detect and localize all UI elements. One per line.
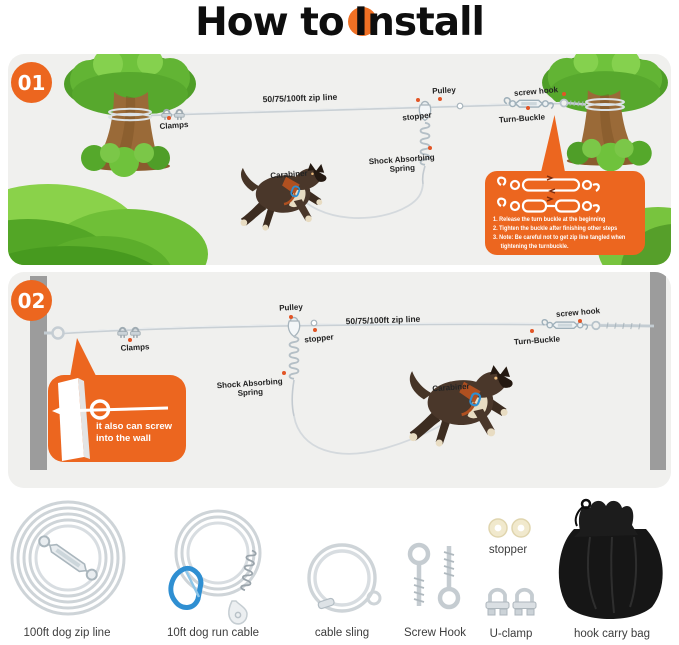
step1-turn-buckle-label: Turn-Buckle bbox=[498, 112, 546, 125]
part-label-carry-bag: hook carry bag bbox=[573, 628, 651, 640]
note-line: 2. Tighten the buckle after finishing other steps bbox=[493, 225, 618, 232]
shock-spring-icon bbox=[290, 337, 299, 379]
part-label-screw-hook: Screw Hook bbox=[404, 627, 466, 639]
step1-badge: 01 bbox=[11, 62, 52, 103]
zip-line-cable bbox=[151, 103, 565, 115]
step2-stopper-label: stopper bbox=[303, 332, 335, 345]
step1-stopper-label: stopper bbox=[401, 110, 433, 123]
step2-panel bbox=[8, 272, 671, 488]
bushes-left-icon bbox=[8, 184, 208, 265]
marker-dot bbox=[438, 97, 442, 101]
screw-hook-icon bbox=[592, 322, 654, 330]
screw-hooks-icon bbox=[402, 538, 468, 620]
wall-callout-text: it also can screw into the wall bbox=[96, 421, 173, 444]
step2-zip-line-label: 50/75/100ft zip line bbox=[345, 313, 421, 327]
step1-zip-line-label: 50/75/100ft zip line bbox=[262, 91, 338, 105]
title-part2-wrap bbox=[354, 0, 484, 45]
step2-shock-spring-label: Shock Absorbing Spring bbox=[216, 376, 283, 399]
part-label-zip-line: 100ft dog zip line bbox=[23, 627, 111, 639]
stopper-bead-icon bbox=[457, 103, 463, 109]
zip-line-coil-icon bbox=[2, 498, 134, 624]
wall-right bbox=[650, 272, 666, 470]
stoppers-icon bbox=[486, 514, 534, 542]
pulley-icon bbox=[288, 317, 299, 336]
part-label-run-cable: 10ft dog run cable bbox=[166, 627, 260, 639]
note-line: 1. Release the turn buckle at the beginning bbox=[493, 216, 606, 223]
part-label-cable-sling: cable sling bbox=[314, 627, 370, 639]
page-title bbox=[0, 0, 679, 48]
step1-carabiner-label: Carabiner bbox=[270, 168, 308, 181]
marker-dot bbox=[562, 92, 566, 96]
step2-pulley-label: Pulley bbox=[278, 302, 304, 313]
part-label-stopper: stopper bbox=[488, 544, 528, 556]
step1-panel bbox=[8, 54, 671, 265]
part-label-u-clamp: U-clamp bbox=[489, 628, 533, 640]
u-clamp-icon bbox=[486, 590, 509, 615]
marker-dot bbox=[416, 98, 420, 102]
step1-screw-hook-label: screw hook bbox=[513, 85, 559, 98]
title-part1: How to bbox=[195, 0, 344, 45]
turnbuckle-diagram-icon bbox=[493, 174, 643, 216]
step1-clamps-label: Clamps bbox=[159, 120, 189, 131]
marker-dot bbox=[289, 315, 293, 319]
marker-dot bbox=[313, 328, 317, 332]
marker-dot bbox=[128, 338, 132, 342]
step1-shock-spring-label: Shock Absorbing Spring bbox=[368, 152, 435, 175]
note-line: 3. Note: Be careful not to get zip line tangled when tightening the turnbuckle. bbox=[493, 234, 626, 250]
run-cable-coil-icon bbox=[158, 505, 270, 627]
marker-dot bbox=[526, 106, 530, 110]
cable-sling-icon bbox=[300, 540, 388, 620]
step2-screw-hook-label: screw hook bbox=[555, 306, 601, 319]
marker-dot bbox=[282, 371, 286, 375]
step2-badge: 02 bbox=[11, 280, 52, 321]
parts-list bbox=[0, 495, 679, 645]
notes-list bbox=[493, 215, 650, 251]
marker-dot bbox=[578, 319, 582, 323]
carry-bag-icon bbox=[546, 495, 676, 627]
wall-screw-diagram-icon bbox=[48, 375, 186, 463]
marker-dot bbox=[167, 116, 171, 120]
turnbuckle-notes-callout bbox=[485, 171, 645, 255]
marker-dot bbox=[530, 329, 534, 333]
step2-turn-buckle-label: Turn-Buckle bbox=[513, 334, 561, 347]
wall-screw-callout bbox=[48, 375, 186, 462]
step2-clamps-label: Clamps bbox=[120, 342, 150, 353]
zip-line-highlight bbox=[151, 102, 565, 114]
u-clamp-icon bbox=[513, 590, 536, 615]
stopper-bead-icon bbox=[311, 320, 317, 326]
title-part2: Install bbox=[353, 0, 484, 45]
spring-hook-wire bbox=[292, 380, 294, 416]
u-clamps-icon bbox=[483, 582, 539, 622]
step1-pulley-label: Pulley bbox=[431, 85, 457, 96]
ferrule-icon bbox=[317, 598, 334, 610]
step2-carabiner-label: Carabiner bbox=[432, 381, 470, 394]
marker-dot bbox=[428, 146, 432, 150]
